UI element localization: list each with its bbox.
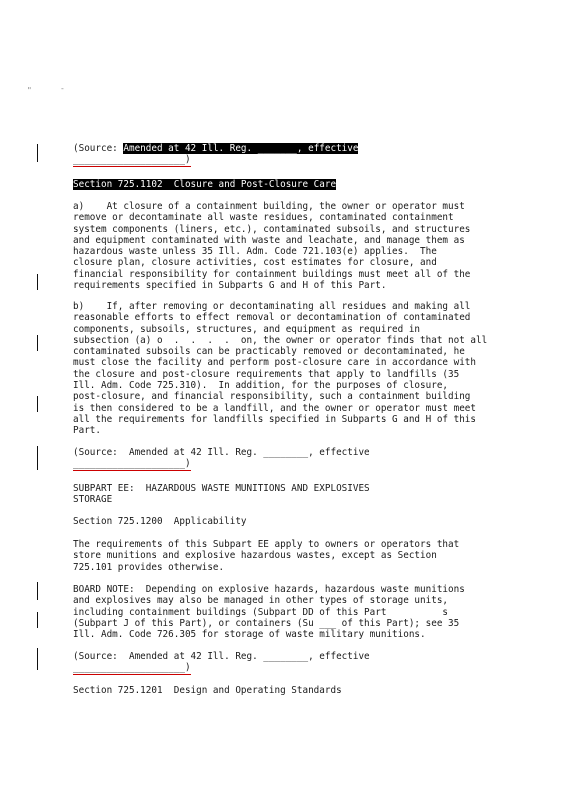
effective-date-blank: ____________________) [73,458,191,470]
change-bar [37,396,38,412]
section-heading: Section 725.1102 Closure and Post-Closure Care [73,179,337,190]
text-line: components, subsoils, structures, and equipment as required in [73,323,421,335]
scan-speck: - [60,84,65,93]
text-line: contaminated subsoils can be practicably removed or decontaminated, he [73,346,465,358]
text-line: Ill. Adm. Code 725.310). In addition, for the purposes of closure, [73,380,449,392]
text-line: The requirements of this Subpart EE apply to owners or operators that [73,539,460,550]
change-bar [37,648,38,670]
section-heading: Section 725.1200 Applicability [73,516,247,527]
change-bar [37,335,38,351]
text-line: post-closure, and financial responsibility, such a containment building [73,391,471,403]
text-line: a) At closure of a containment building, the owner or operator must [73,201,465,212]
text-line: including containment buildings (Subpart DD of this Part s [73,606,449,618]
text-line: BOARD NOTE: Depending on explosive hazards, hazardous waste munitions [73,584,465,595]
section-heading: Section 725.1201 Design and Operating Standards [73,685,342,696]
text-line: b) If, after removing or decontaminating all residues and making all [73,301,471,312]
text-line: store munitions and explosive hazardous wastes, except as Section [73,550,437,562]
effective-date-blank: ____________________) [73,662,191,674]
text-line: must close the facility and perform post-closure care in accordance with [73,357,476,369]
text-line: reasonable efforts to effect removal or decontamination of contaminated [73,312,471,324]
change-bar [37,144,38,162]
text-line: Part. [73,425,101,437]
text-line: all the requirements for landfills specified in Subparts G and H of this [73,413,476,425]
text-line: financial responsibility for containment buildings must meet all of the [73,268,471,280]
text-line: remove or decontaminate all waste residues, contaminated containment [73,212,454,224]
text-line: and equipment contaminated with waste and leachate, and manage them as [73,234,465,246]
text-line: Ill. Adm. Code 726.305 for storage of waste military munitions. [73,629,426,641]
text-line: and explosives may also be managed in other types of storage units, [73,595,449,607]
scan-speck: " [27,86,32,95]
text-line: hazardous waste unless 35 Ill. Adm. Code 721.103(e) applies. The [73,246,437,258]
source-note: (Source: Amended at 42 Ill. Reg. _______, effective ____________________) [73,143,359,166]
text-line: closure plan, closure activities, cost estimates for closure, and [73,257,437,269]
text-line: 725.101 provides otherwise. [73,561,225,573]
change-bar [37,446,38,470]
text-line: the closure and post-closure requirements that apply to landfills (35 [73,368,460,380]
change-bar [37,274,38,290]
paragraph-b [73,301,505,437]
highlighted-amendment: Amended at 42 Ill. Reg. _______, effective [123,143,359,154]
change-bar [37,582,38,600]
text-line: requirements specified in Subparts G and H of this Part. [73,280,387,292]
subpart-title: SUBPART EE: HAZARDOUS WASTE MUNITIONS AND EXPLOSIVES STORAGE [73,483,370,506]
text-line: subsection (a) o . . . . on, the owner or operator finds that not all [73,334,488,346]
source-note: (Source: Amended at 42 Ill. Reg. ________, effective ____________________) [73,651,370,674]
effective-date-blank: ____________________) [73,154,191,166]
text-line: system components (liners, etc.), contaminated subsoils, and structures [73,223,471,235]
paragraph-a [73,201,505,291]
applicability-text [73,539,505,573]
change-bar [37,612,38,628]
text-line: is then considered to be a landfill, and the owner or operator must meet [73,402,476,414]
text-line: (Subpart J of this Part), or containers (Su ___ of this Part); see 35 [73,617,460,629]
board-note [73,584,505,640]
source-note: (Source: Amended at 42 Ill. Reg. ________, effective ____________________) [73,447,370,470]
